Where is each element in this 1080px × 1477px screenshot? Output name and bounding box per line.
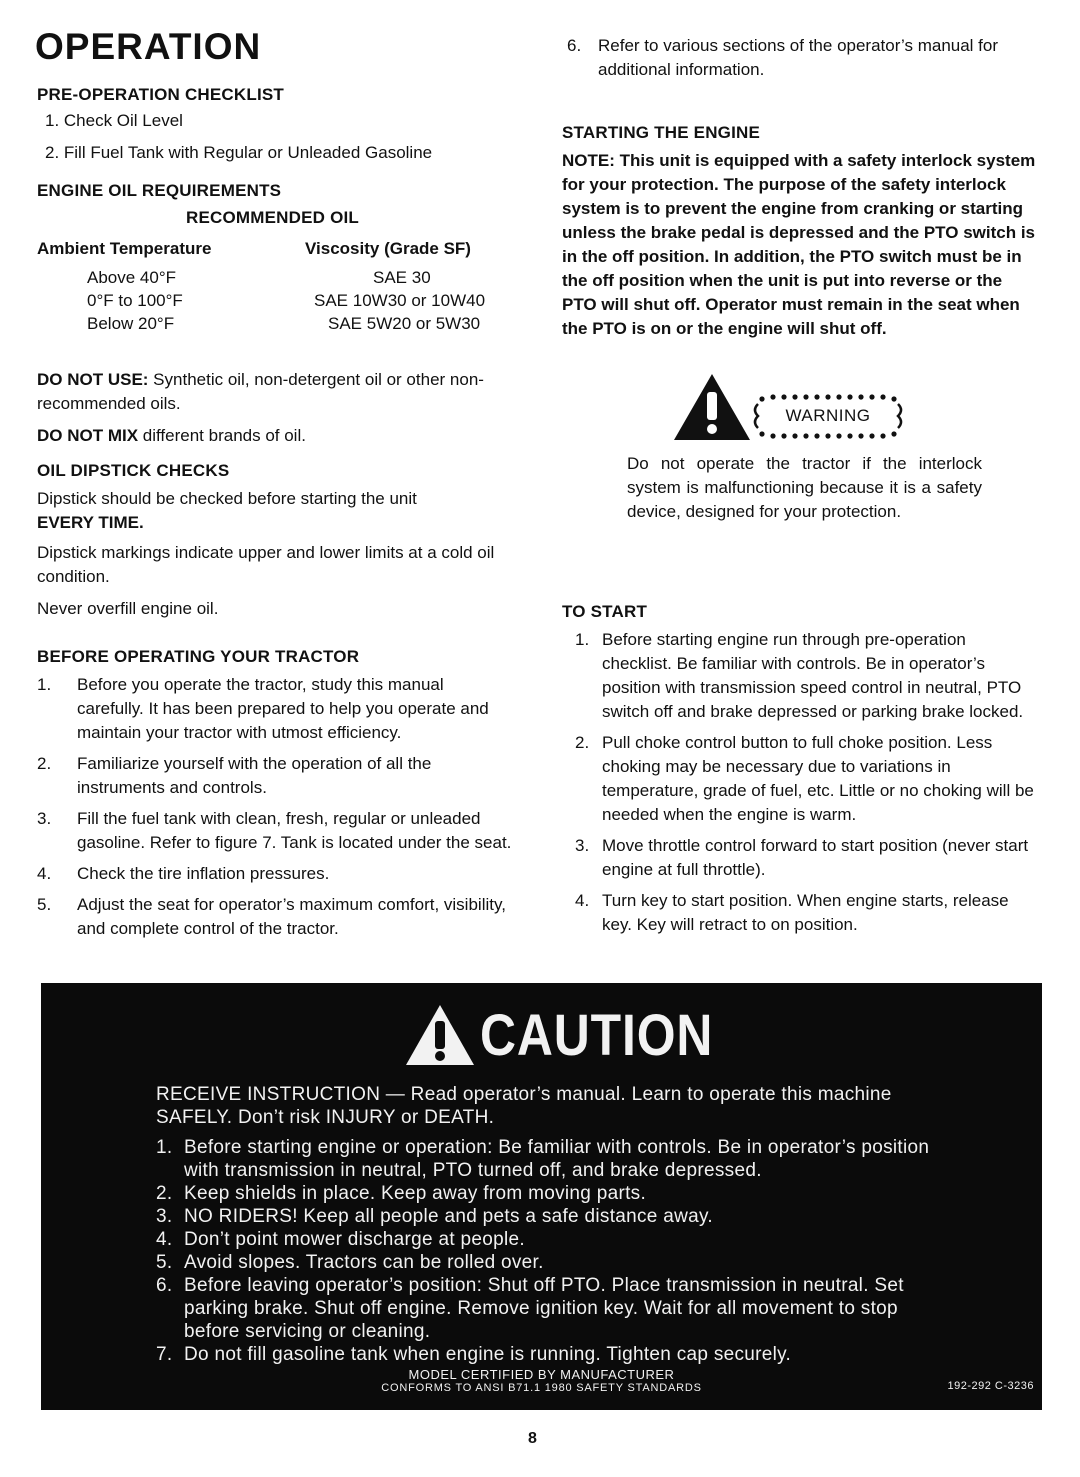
standards-line: CONFORMS TO ANSI B71.1 1980 SAFETY STANDARDS [381, 1382, 702, 1394]
checklist-item: 2. Fill Fuel Tank with Regular or Unleaded Gasoline [45, 143, 433, 162]
recommended-oil-heading: RECOMMENDED OIL [186, 208, 359, 227]
caution-item: 6. Before leaving operator’s position: Shut off PTO. Place transmission in neutral. Set parking brake. Shut off engine. Remove ignition key. Wait for all movement to stop before servicing or cleaning. [156, 1275, 904, 1342]
caution-title-block [404, 1001, 714, 1071]
engine-oil-heading: ENGINE OIL REQUIREMENTS [37, 181, 282, 200]
caution-item: 5. Avoid slopes. Tractors can be rolled over. [156, 1252, 544, 1273]
caution-list [156, 1136, 936, 1366]
caution-item: 7. Do not fill gasoline tank when engine is running. Tighten cap securely. [156, 1344, 792, 1365]
caution-decal [41, 983, 1042, 1410]
caution-intro: RECEIVE INSTRUCTION — Read operator’s manual. Learn to operate this machine SAFELY. Don’t risk INJURY or DEATH. [156, 1084, 892, 1128]
page-title: OPERATION [35, 26, 262, 67]
list-item: 3. Move throttle control forward to start position (never start engine at full throttle). [575, 836, 1029, 879]
list-item: 1. Before you operate the tractor, study this manual carefully. It has been prepared to help you operate and maintain your tractor with utmost efficiency. [37, 675, 489, 742]
list-item: 2. Familiarize yourself with the operation of all the instruments and controls. [37, 754, 432, 797]
oil-table-row: Below 20°F SAE 5W20 or 5W30 [87, 314, 481, 333]
checklist-item: 1. Check Oil Level [45, 111, 183, 130]
caution-item: 1. Before starting engine or operation: Be familiar with controls. Be in operator’s position with transmission in neutral, PTO turned off, and brake depressed. [156, 1137, 930, 1181]
ambient-temperature-header: Ambient Temperature [37, 239, 212, 258]
list-item: 2. Pull choke control button to full choke position. Less choking may be necessary due to variations in temperature, grade of fuel, etc. Little or no choking will be needed when the engine is warm. [575, 733, 1034, 824]
viscosity-header: Viscosity (Grade SF) [305, 239, 471, 258]
oil-table-row: Above 40°F SAE 30 [87, 268, 431, 287]
warning-symbol [672, 372, 912, 442]
oil-table-row: 0°F to 100°F SAE 10W30 or 10W40 [87, 291, 486, 310]
to-start-section [562, 602, 1040, 937]
oil-table-header [37, 237, 512, 260]
list-item: 6. Refer to various sections of the operator’s manual for additional information. [567, 36, 999, 79]
certification-line: MODEL CERTIFIED BY MANUFACTURER [408, 1367, 675, 1382]
list-item: 1. Before starting engine run through pre-operation checklist. Be familiar with controls. Be in operator’s position with transmission speed control in neutral, PTO switch off and brake depressed or parking brake locked. [575, 630, 1024, 721]
list-item: 4. Check the tire inflation pressures. [37, 864, 330, 883]
before-operating-heading: BEFORE OPERATING YOUR TRACTOR [37, 647, 360, 666]
interlock-note: NOTE: This unit is equipped with a safety interlock system for your protection. The purpose of the safety interlock system is to prevent the engine from cranking or starting unless the brake pedal is depressed and the PTO switch is in the off position. In addition, the PTO switch must be in the off position when the unit is put into reverse or the PTO will shut off. Operator must remain in the seat when the PTO is on or the engine will shut off. [562, 151, 1036, 338]
list-item: 3. Fill the fuel tank with clean, fresh, regular or unleaded gasoline. Refer to figure 7. Tank is located under the seat. [37, 809, 512, 852]
pre-operation-section [37, 85, 512, 165]
starting-engine-heading: STARTING THE ENGINE [562, 123, 761, 142]
to-start-heading: TO START [562, 602, 648, 621]
caution-title: CAUTION [480, 1003, 714, 1068]
do-not-use-note: DO NOT USE: Synthetic oil, non-detergent oil or other non-recommended oils. [37, 370, 484, 413]
caution-triangle-icon [404, 1003, 476, 1067]
before-operating-section [37, 647, 512, 941]
starting-engine-section [562, 123, 1040, 341]
caution-item: 3. NO RIDERS! Keep all people and pets a safe distance away. [156, 1206, 713, 1227]
caution-item: 2. Keep shields in place. Keep away from moving parts. [156, 1183, 647, 1204]
dipstick-heading: OIL DIPSTICK CHECKS [37, 461, 230, 480]
dipstick-section: OIL DIPSTICK CHECKS Dipstick should be checked before starting the unit EVERY TIME. Dipstick markings indicate upper and lower limits at a cold oil condition. Never overfill engine oil. [37, 461, 512, 621]
pre-operation-heading: PRE-OPERATION CHECKLIST [37, 85, 285, 104]
caution-item: 4. Don’t point mower discharge at people. [156, 1229, 525, 1250]
part-number: 192-292 C-3236 [947, 1380, 1034, 1392]
page-number: 8 [528, 1430, 537, 1447]
list-item: 5. Adjust the seat for operator’s maximum comfort, visibility, and complete control of the tractor. [37, 895, 506, 938]
warning-text: Do not operate the tractor if the interlock system is malfunctioning because it is a safety device, designed for your protection. [627, 454, 982, 521]
engine-oil-section [37, 181, 512, 335]
do-not-mix-note: DO NOT MIX different brands of oil. [37, 426, 306, 445]
warning-label: WARNING [785, 406, 871, 425]
list-item: 4. Turn key to start position. When engine starts, release key. Key will retract to on position. [575, 891, 1009, 934]
